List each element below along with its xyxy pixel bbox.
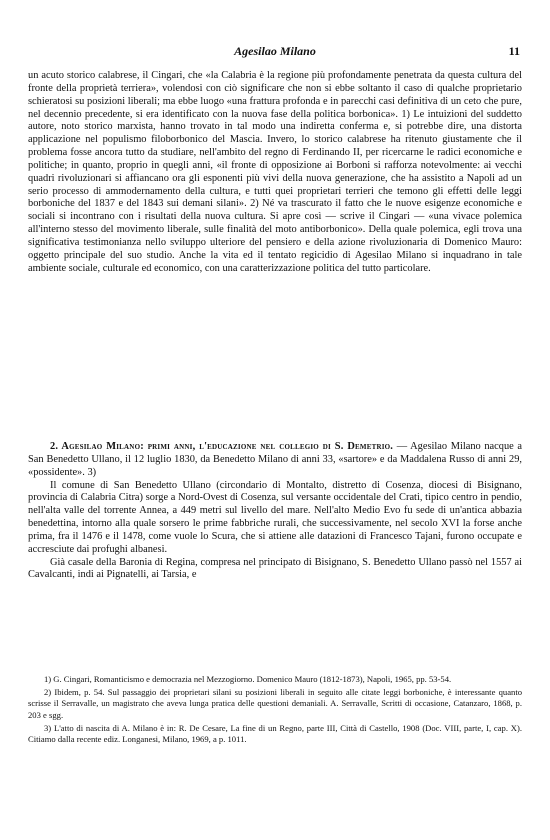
running-head — [0, 44, 550, 60]
body-paragraph-4: Già casale della Baronia di Regina, compresa nel principato di Bisignano, S. Benedetto Ullano passò nel 1557 ai Cavalcanti, indi ai Pignatelli, ai Tarsia, e — [28, 556, 522, 581]
section-2 — [28, 441, 522, 582]
section-heading: 2. Agesilao Milano: primi anni, l'educazione nel collegio di S. Demetrio. — [50, 441, 394, 452]
footnotes — [28, 674, 522, 747]
page-number: 11 — [508, 44, 520, 58]
footnote-3: 3) L'atto di nascita di A. Milano è in: R. De Cesare, La fine di un Regno, parte III, Città di Castello, 1908 (Doc. VIII, parte, I, cap. X). Citiamo dalla recente ediz. Longanesi, Milano, 1969, a p. 1011. — [28, 722, 522, 745]
footnote-1: 1) G. Cingari, Romanticismo e democrazia nel Mezzogiorno. Domenico Mauro (1812-1873), Napoli, 1965, pp. 53-54. — [44, 674, 452, 684]
section-intro-text: — Agesilao Milano nacque a San Benedetto Ullano, il 12 luglio 1830, da Benedetto Milano di anni 33, «sartore» e da Maddalena Russo di anni 29, «possidente». 3) — [28, 441, 522, 478]
paragraph-text: un acuto storico calabrese, il Cingari, che «la Calabria è la regione più profondamente penetrata da questa cultura del fronte della proprietà terriera», volendosi con ciò significare che non si ebbe soltanto il caso di qualche proprietario schieratosi su posizioni liberali; ma ebbe luogo «una frattura profonda e in parecchi casi definitiva di un ceto che pure, nel decennio precedente, si era identificato con la nuova fase della politica borbonica». 1) Le intuizioni del suddetto autore, noto storico marxista, hanno trovato in tal modo una indiretta conferma e, si potrebbe dire, una distorta applicazione nel populismo filoborbonico del Mascia. Invero, lo storico calabrese ha ritenuto giustamente che il problema fosse ancora tutto da studiare, nell'ambito del regno di Ferdinando II, per ricercarne le radici economiche e politiche; in quanto, proprio in quegli anni, «il fronte di opposizione ai Borboni si rafforza notevolmente: ai vecchi quadri rivoluzionari si affiancano ora gli esponenti più vivi della nuova generazione, che ha assistito a Napoli ad un serio processo di ammodernamento della cultura, e tutti quei proprietari terrieri che temono gli effetti delle leggi borboniche del 1837 e del 1843 sui demani silani». 2) Né va trascurato il fatto che le nuove esigenze economiche e sociali si incontrano con i risultati della nuova cultura. Si apre così — scrive il Cingari — «una vivace polemica all'interno stesso del movimento liberale, sulle finalità del moto antiborbonico». Della quale polemica, egli trova una significativa testimonianza nello sviluppo ulteriore del pensiero e della azione rivoluzionaria di Domenico Mauro: oggetto principale del suo studio. Anche la vita ed il tentato regicidio di Agesilao Milano si inquadrano in tale ambiente sociale, culturale ed economico, con una caratterizzazione politica del tutto particolare. — [28, 70, 522, 274]
section-2-opening — [28, 441, 522, 480]
footnote-2: 2) Ibidem, p. 54. Sul passaggio dei proprietari silani su posizioni liberali in seguito alle citate leggi borboniche, è interessante quanto scrisse il Serravalle, un magistrato che aveva lunga pratica delle questioni demaniali. A. Serravalle, Scritti di occasione, Catanzaro, 1868, p. 203 e sgg. — [28, 687, 522, 720]
running-title: Agesilao Milano — [234, 44, 316, 58]
body-paragraph-3: Il comune di San Benedetto Ullano (circondario di Montalto, distretto di Cosenza, diocesi di Bisignano, provincia di Calabria Citra) sorge a Nord-Ovest di Cosenza, sul versante occidentale del Crati, tipico centro in pendio, nell'alta valle del torrente Annea, a 449 metri sul livello del mare. Nell'alto Medio Evo fu sede di un'antica abbazia benedettina, intorno alla quale sorsero le prime fabbriche rurali, che successivamente, nel secolo XVI la forse anche prima, fra il 1476 e il 1478, come vuole lo Scura, che si attiene alle datazioni di Francesco Tajani, furono occupate e accresciute dai profughi albanesi. — [28, 479, 522, 555]
body-paragraph-1 — [28, 70, 522, 276]
